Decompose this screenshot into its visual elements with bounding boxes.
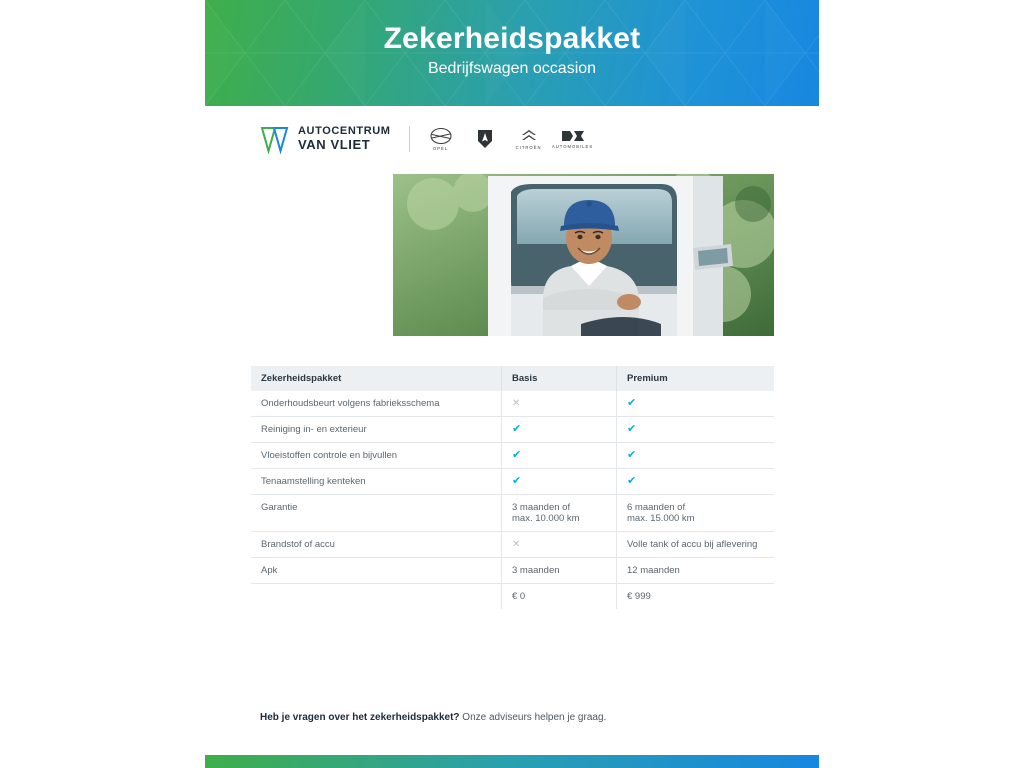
oem-citroen-caption: CITROËN <box>515 145 542 150</box>
table-row <box>251 532 774 558</box>
oem-citroen <box>514 128 544 150</box>
footer-question-bold: Heb je vragen over het zekerheidspakket? <box>260 712 460 723</box>
zekerheidspakket-table <box>251 366 774 609</box>
row-feature: Tenaamstelling kenteken <box>261 476 366 487</box>
row-basis <box>501 495 616 531</box>
row-premium-line1: 6 maanden of <box>627 502 686 513</box>
row-basis <box>501 443 616 468</box>
check-icon: ✔ <box>512 449 522 461</box>
footer-question-rest: Onze adviseurs helpen je graag. <box>459 712 607 723</box>
ds-automobiles-icon <box>561 129 585 143</box>
oem-peugeot <box>470 129 500 150</box>
row-premium <box>616 495 774 531</box>
oem-ds-caption: AUTOMOBILES <box>551 144 594 149</box>
brand-row <box>260 122 594 156</box>
row-feature: Reiniging in- en exterieur <box>261 424 367 435</box>
cross-icon: ✕ <box>512 539 521 550</box>
check-icon: ✔ <box>627 475 637 487</box>
check-icon: ✔ <box>512 423 522 435</box>
brand-line-2: VAN VLIET <box>298 136 371 152</box>
column-header-feature: Zekerheidspakket <box>261 373 342 384</box>
brand-line-1: AUTOCENTRUM <box>298 125 391 138</box>
table-row <box>251 443 774 469</box>
row-premium <box>616 443 774 468</box>
row-feature: Brandstof of accu <box>261 539 335 550</box>
table-row <box>251 495 774 532</box>
check-icon: ✔ <box>512 475 522 487</box>
oem-opel <box>426 127 456 151</box>
row-basis-line2: max. 10.000 km <box>512 513 580 524</box>
oem-opel-caption: OPEL <box>432 146 449 151</box>
price-premium: € 999 <box>616 584 774 609</box>
citroen-icon <box>519 128 539 144</box>
row-feature: Garantie <box>261 502 298 513</box>
hero-illustration <box>393 174 774 336</box>
page-subtitle: Bedrijfswagen occasion <box>427 60 597 77</box>
table-header-row <box>251 366 774 391</box>
van-vliet-logo-icon <box>260 124 290 154</box>
row-premium: Volle tank of accu bij aflevering <box>616 532 774 557</box>
row-basis-line1: 3 maanden of <box>512 502 571 513</box>
row-basis: 3 maanden <box>501 558 616 583</box>
row-premium <box>616 469 774 494</box>
table-price-row <box>251 584 774 609</box>
row-feature: Apk <box>261 565 278 576</box>
footer-question <box>260 712 606 723</box>
price-label <box>251 584 501 609</box>
hero-image <box>393 174 774 336</box>
footer-gradient-bar <box>205 755 819 768</box>
opel-icon <box>430 127 452 145</box>
column-header-basis: Basis <box>501 366 616 391</box>
oem-logo-group <box>426 127 594 151</box>
peugeot-icon <box>477 129 493 149</box>
row-premium <box>616 417 774 442</box>
row-premium <box>616 391 774 416</box>
brand-divider <box>409 126 410 152</box>
table-row <box>251 558 774 584</box>
table-row <box>251 391 774 417</box>
row-basis <box>501 469 616 494</box>
cross-icon: ✕ <box>512 398 521 409</box>
table-row <box>251 417 774 443</box>
row-feature: Vloeistoffen controle en bijvullen <box>261 450 398 461</box>
column-header-premium: Premium <box>616 366 774 391</box>
page-title: Zekerheidspakket <box>383 22 641 55</box>
check-icon: ✔ <box>627 397 637 409</box>
row-basis <box>501 391 616 416</box>
check-icon: ✔ <box>627 449 637 461</box>
brand-wordmark <box>298 126 391 152</box>
row-premium-line2: max. 15.000 km <box>627 513 695 524</box>
price-basis: € 0 <box>501 584 616 609</box>
header-banner <box>205 0 819 106</box>
row-basis <box>501 532 616 557</box>
row-premium: 12 maanden <box>616 558 774 583</box>
row-basis <box>501 417 616 442</box>
check-icon: ✔ <box>627 423 637 435</box>
oem-ds <box>551 129 594 149</box>
row-feature: Onderhoudsbeurt volgens fabrieksschema <box>261 398 440 409</box>
table-row <box>251 469 774 495</box>
